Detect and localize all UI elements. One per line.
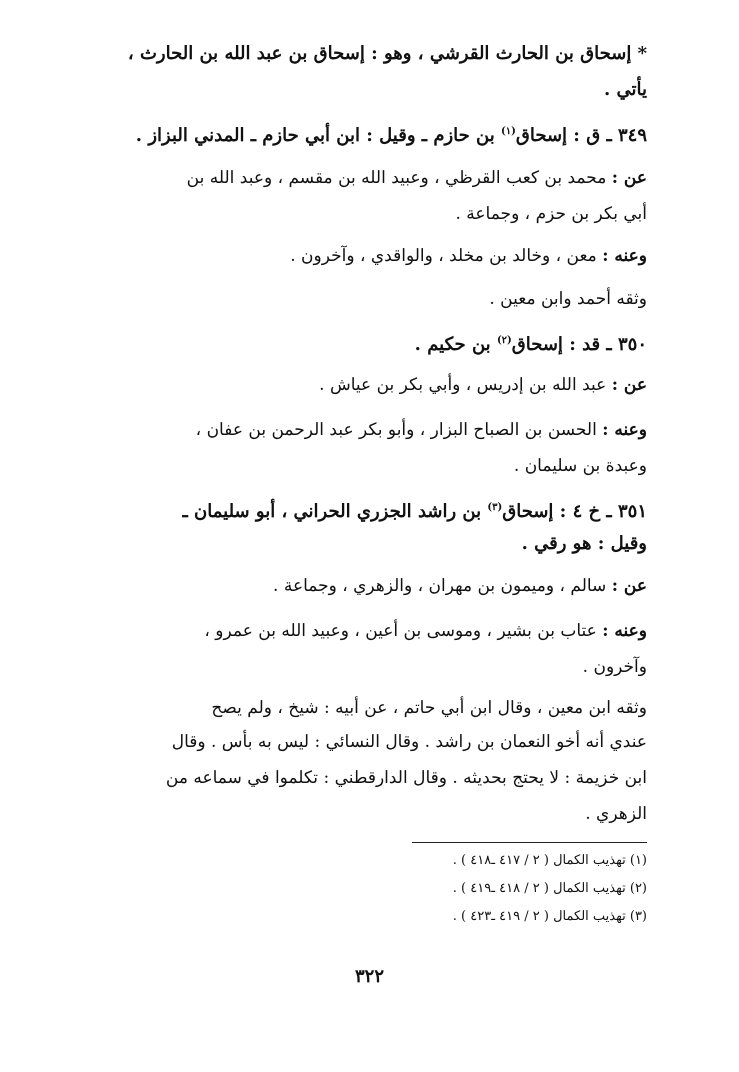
entry-350-by-text: الحسن بن الصباح البزار ، وأبو بكر عبد الرحمن بن عفان ، <box>195 420 603 440</box>
entry-350-title: بن حكيم . <box>414 334 497 355</box>
footnote-2: (٢) تهذيب الكمال ( ٢ / ٤١٨ ـ٤١٩ ) . <box>452 881 647 896</box>
entry-351-prefix: ٣٥١ ـ خ ٤ : إسحاق <box>502 501 647 522</box>
entry-349-from-line-2: أبي بكر بن حزم ، وجماعة . <box>455 204 647 224</box>
entry-350-by-line-1 <box>196 414 647 446</box>
footnote-divider <box>412 842 647 843</box>
footnote-3: (٣) تهذيب الكمال ( ٢ / ٤١٩ ـ٤٢٣ ) . <box>452 909 647 924</box>
entry-349-from-line-1 <box>187 162 647 194</box>
from-label: عن : <box>611 576 647 596</box>
entry-350-prefix: ٣٥٠ ـ قد : إسحاق <box>511 334 647 355</box>
entry-349-by-line <box>290 240 647 272</box>
entry-349-by-text: معن ، وخالد بن مخلد ، والواقدي ، وآخرون . <box>290 246 603 266</box>
entry-350-by-line-2: وعبدة بن سليمان . <box>513 456 647 476</box>
entry-351-from-text: سالم ، وميمون بن مهران ، والزهري ، وجماعة . <box>273 576 612 596</box>
page-number: ٣٢٢ <box>354 966 384 987</box>
intro-line-2: يأتي . <box>603 79 647 100</box>
footnote-ref-2: (٢) <box>496 335 512 346</box>
entry-349-title: بن حازم ـ وقيل : ابن أبي حازم ـ المدني البزاز . <box>135 125 502 146</box>
footnote-1: (١) تهذيب الكمال ( ٢ / ٤١٧ ـ٤١٨ ) . <box>452 853 647 868</box>
entry-351-para-line-3: ابن خزيمة : لا يحتج بحديثه . وقال الدارقطني : تكلموا في سماعه من <box>165 768 647 788</box>
entry-351-from-line <box>273 570 647 602</box>
entry-350-heading <box>415 325 647 361</box>
entry-350-from-text: عبد الله بن إدريس ، وأبي بكر بن عياش . <box>319 375 612 395</box>
by-label: وعنه : <box>602 420 647 440</box>
entry-351-heading <box>183 492 648 528</box>
entry-351-para-line-2: عندي أنه أخو النعمان بن راشد . وقال النسائي : ليس به بأس . وقال <box>171 732 647 752</box>
entry-351-para-line-4: الزهري . <box>585 804 647 824</box>
entry-349-prefix: ٣٤٩ ـ ق : إسحاق <box>515 125 647 146</box>
entry-349-heading <box>136 116 647 152</box>
entry-351-title: بن راشد الجزري الحراني ، أبو سليمان ـ <box>182 501 488 522</box>
by-label: وعنه : <box>602 246 647 266</box>
entry-351-para-line-1: وثقه ابن معين ، وقال ابن أبي حاتم ، عن أبيه : شيخ ، ولم يصح <box>211 698 647 718</box>
entry-351-by-line-1 <box>204 615 647 647</box>
entry-351-by-text: عتاب بن بشير ، وموسى بن أعين ، وعبيد الله بن عمرو ، <box>204 621 603 641</box>
entry-349-from-text: محمد بن كعب القرظي ، وعبيد الله بن مقسم ، وعبد الله بن <box>186 168 612 188</box>
by-label: وعنه : <box>602 621 647 641</box>
from-label: عن : <box>611 375 647 395</box>
from-label: عن : <box>611 168 647 188</box>
entry-351-heading-line-2: وقيل : هو رقي . <box>521 533 647 554</box>
entry-350-from-line <box>319 369 647 401</box>
entry-351-by-line-2: وآخرون . <box>582 657 647 677</box>
entry-349-trust: وثقه أحمد وابن معين . <box>489 289 647 309</box>
footnote-ref-3: (٣) <box>487 502 503 513</box>
intro-line-1: * إسحاق بن الحارث القرشي ، وهو : إسحاق بن عبد الله بن الحارث ، <box>127 43 647 64</box>
footnote-ref-1: (١) <box>501 126 516 137</box>
